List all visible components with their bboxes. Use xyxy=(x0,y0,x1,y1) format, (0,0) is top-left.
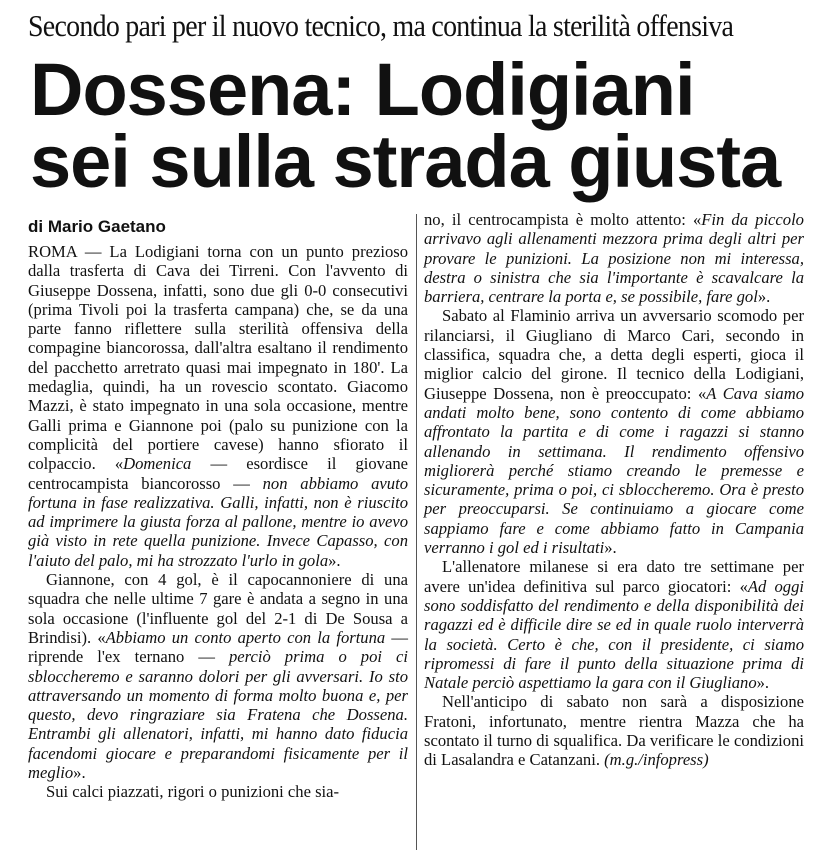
article-credit: (m.g./infopress) xyxy=(604,750,709,770)
paragraph: ROMA — La Lodigiani torna con un punto prezioso dalla trasferta di Cava dei Tirreni. Con l'avvento di Giuseppe Dossena, infatti, sono due gli 0-0 consecutivi (prima Tivoli poi la trasferta campana) che, se da una parte fanno riflettere sulla sterilità offensiva della compagine biancorossa, dall'altra esaltano il rendimento del pacchetto arretrato quasi mai impegnato in 180'. La medaglia, quindi, ha un rovescio scontato. Giacomo Mazzi, è stato impegnato in una sola occasione, mentre Galli prima e Giannone poi (palo su punizione con la complicità del portiere cavese) hanno sfiorato il colpaccio. «Domenica — esordisce il giovane centrocampista biancorosso — non abbiamo avuto fortuna in fase realizzativa. Galli, infatti, non è riuscito ad imprimere la giusta forza al pallone, mentre io avevo già visto in rete quella punizione. Invece Capasso, con l'aiuto del palo, mi ha strozzato l'urlo in gola». xyxy=(28,242,408,570)
article-headline xyxy=(30,48,802,203)
paragraph: Giannone, con 4 gol, è il capocannoniere di una squadra che nelle ultime 7 gare è andata a segno in una sola occasione (l'influente gol del 2-1 di De Sousa a Brindisi). «Abbiamo un conto aperto con la fortuna — riprende l'ex ternano — perciò prima o poi ci sbloccheremo e saranno dolori per gli avversari. Io sto attraversando un momento di forma molto buona e, per questo, devo ringraziare sia Fratena che Dossena. Entrambi gli allenatori, infatti, mi hanno dato fiducia facendomi giocare e preparandomi fisicamente per il meglio». xyxy=(28,570,408,783)
article-byline: di Mario Gaetano xyxy=(28,217,166,236)
headline-line-2: sei sulla strada giusta xyxy=(30,120,781,203)
paragraph: Sabato al Flaminio arriva un avversario scomodo per rilanciarsi, il Giugliano di Marco Cari, secondo in classifica, squadra che, a detta degli esperti, gioca il miglior calcio del girone. Il tecnico della Lodigiani, Giuseppe Dossena, non è preoccupato: «A Cava siamo andati molto bene, sono contento di come abbiamo affrontato la partita e di come i ragazzi si stanno allenando in settimana. Il rendimento offensivo migliorerà perché stiamo creando le premesse e sicuramente, prima o poi, ci sbloccheremo. Ora è presto per preoccuparsi. Se continuiamo a giocare come sappiamo fare e come abbiamo fatto in Campania verranno i gol ed i risultati». xyxy=(424,306,805,558)
paragraph: no, il centrocampista è molto attento: «Fin da piccolo arrivavo agli allenamenti mezzora prima degli altri per provare le punizioni. La posizione non mi interessa, destra o sinistra che sia l'importante è scavalcare la barriera, centrare la porta e, se possibile, fare gol». xyxy=(424,210,804,307)
paragraph: L'allenatore milanese si era dato tre settimane per avere un'idea definitiva sul parco giocatori: «Ad oggi sono soddisfatto del rendimento e della disponibilità dei ragazzi ed è difficile dire se ed in quale ruolo interverrà la società. Certo è che, con il presidente, ci siamo ripromessi di fare il punto della situazione prima di Natale perciò aspettiamo la gara con il Giugliano». xyxy=(424,557,804,693)
paragraph: Sui calci piazzati, rigori o punizioni che sia- xyxy=(46,782,340,802)
right-column xyxy=(424,210,804,770)
article-kicker: Secondo pari per il nuovo tecnico, ma continua la sterilità offensiva xyxy=(28,8,734,43)
left-column xyxy=(28,242,408,802)
column-divider xyxy=(416,214,417,850)
paragraph: Nell'anticipo di sabato non sarà a disposizione Fratoni, infortunato, mentre rientra Mazza che ha scontato il turno di squalifica. Da verificare le condizioni di Lasalandra e Catanzani. (m.g./infopress) xyxy=(424,692,804,770)
headline-line-1: Dossena: Lodigiani xyxy=(30,48,695,131)
